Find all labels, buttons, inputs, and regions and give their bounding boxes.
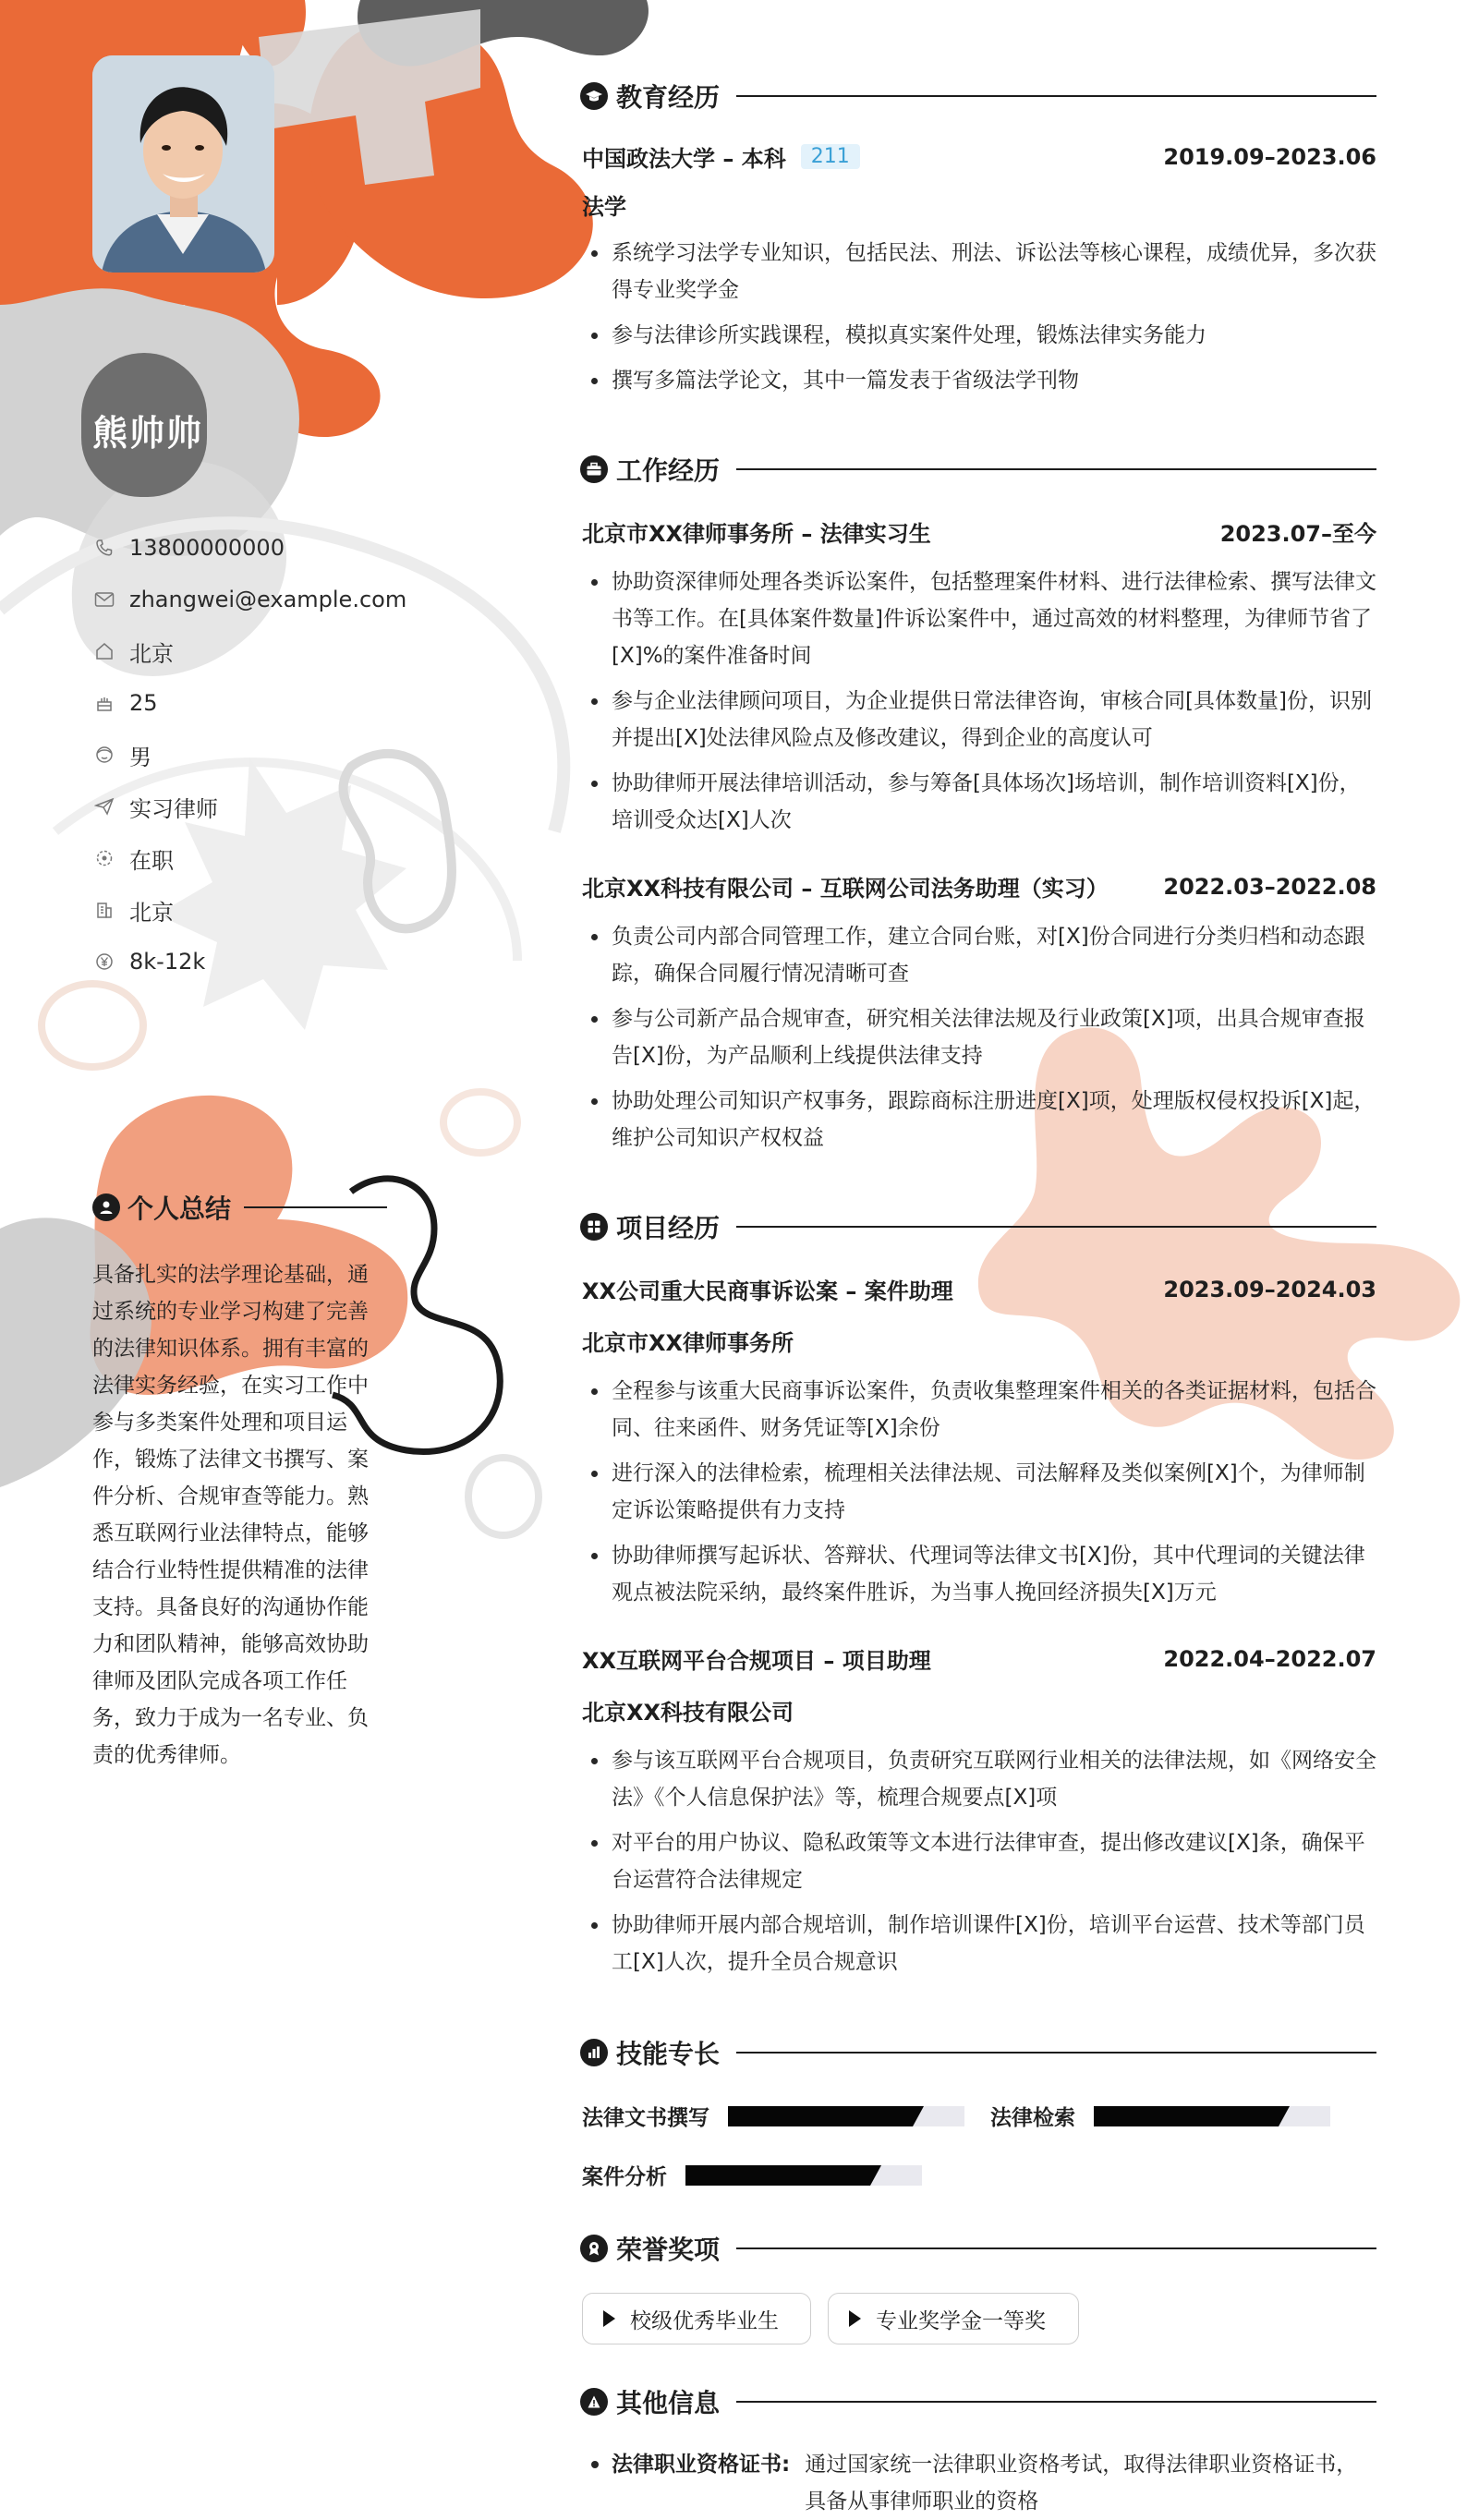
- other-key: 法律职业资格证书:: [612, 2453, 791, 2477]
- home-icon: [92, 639, 116, 663]
- skill-bar-fill: [728, 2106, 913, 2126]
- avatar: [92, 55, 274, 273]
- status-icon: [92, 846, 116, 870]
- section-title: 教育经历: [616, 82, 721, 113]
- section-divider: [244, 1206, 387, 1208]
- skill-name: 法律文书撰写: [582, 2106, 709, 2130]
- list-item: 协助律师开展法律培训活动，参与筹备[具体场次]场培训，制作培训资料[X]份，培训受众达[X]人次: [582, 765, 1376, 839]
- list-item: 参与公司新产品合规审查，研究相关法律法规及行业政策[X]项，出具合规审查报告[X]份，为产品顺利上线提供法律支持: [582, 1000, 1376, 1074]
- info-text: 北京: [129, 640, 174, 667]
- info-icon: [580, 2388, 608, 2416]
- skills-heading: [580, 2034, 1376, 2071]
- info-phone: [92, 522, 406, 574]
- project-bullets: [582, 1742, 1376, 1989]
- project-bullets: [582, 1373, 1376, 1619]
- play-icon: [603, 2310, 615, 2327]
- award-label: 校级优秀毕业生: [630, 2308, 779, 2333]
- school-name: 中国政法大学 – 本科: [582, 146, 786, 172]
- project-entry: [582, 1273, 1376, 1305]
- info-text: 25: [129, 690, 158, 716]
- section-divider: [736, 2247, 1376, 2249]
- section-title: 项目经历: [616, 1213, 721, 1243]
- section-title: 技能专长: [616, 2039, 721, 2069]
- skill-bar-notch: [870, 2165, 881, 2186]
- yuan-icon: [92, 950, 116, 974]
- bullet-dot: [591, 2461, 599, 2468]
- skill-bar: [1094, 2106, 1330, 2126]
- skill-name: 法律检索: [990, 2106, 1075, 2130]
- info-text: 13800000000: [129, 535, 285, 561]
- list-item: 参与该互联网平台合规项目，负责研究互联网行业相关的法律法规，如《网络安全法》《个人信息保护法》等，梳理合规要点[X]项: [582, 1742, 1376, 1816]
- education-major: 法学: [582, 194, 626, 220]
- awards-heading: [580, 2230, 1376, 2267]
- skill-name: 案件分析: [582, 2165, 667, 2189]
- grid-icon: [580, 1213, 608, 1241]
- award-label: 专业奖学金一等奖: [876, 2308, 1046, 2333]
- skill-bar-notch: [1279, 2106, 1290, 2126]
- project-entry: [582, 1642, 1376, 1675]
- other-value: 通过国家统一法律职业资格考试，取得法律职业资格证书，具备从事律师职业的资格: [805, 2453, 1358, 2514]
- info-text: 北京: [129, 899, 174, 926]
- job-entry: [582, 515, 1376, 548]
- contact-info-list: [92, 522, 406, 987]
- skill-bar-notch: [913, 2106, 924, 2126]
- summary-heading: [92, 1189, 387, 1226]
- list-item: 协助律师开展内部合规培训，制作培训课件[X]份，培训平台运营、技术等部门员工[X]人次，提升全员合规意识: [582, 1907, 1376, 1981]
- section-title: 工作经历: [616, 455, 721, 486]
- job-bullets: [582, 918, 1376, 1165]
- info-text: 在职: [129, 847, 174, 874]
- education-bullets: [582, 235, 1376, 407]
- job-date: 2023.07–至今: [1219, 521, 1376, 547]
- briefcase-icon: [580, 455, 608, 483]
- info-text: 8k-12k: [129, 949, 206, 975]
- list-item: 撰写多篇法学论文，其中一篇发表于省级法学刊物: [582, 362, 1376, 399]
- job-org: 北京XX科技有限公司 – 互联网公司法务助理（实习）: [582, 876, 1109, 902]
- project-date: 2023.09–2024.03: [1163, 1276, 1376, 1302]
- skill-bar: [685, 2165, 922, 2186]
- skill-item: [582, 2160, 922, 2190]
- section-title: 个人总结: [127, 1193, 232, 1224]
- phone-icon: [92, 536, 116, 560]
- project-org: 北京市XX律师事务所: [582, 1330, 794, 1356]
- play-icon: [849, 2310, 861, 2327]
- skill-bar-fill: [685, 2165, 870, 2186]
- job-org: 北京市XX律师事务所 – 法律实习生: [582, 521, 931, 547]
- section-divider: [736, 95, 1376, 97]
- info-status: [92, 832, 406, 884]
- list-item: 负责公司内部合同管理工作，建立合同台账，对[X]份合同进行分类归档和动态跟踪，确保合同履行情况清晰可查: [582, 918, 1376, 992]
- education-date: 2019.09–2023.06: [1163, 143, 1376, 170]
- chart-icon: [580, 2039, 608, 2066]
- section-divider: [736, 2052, 1376, 2054]
- list-item: 协助资深律师处理各类诉讼案件，包括整理案件材料、进行法律检索、撰写法律文书等工作。在[具体案件数量]件诉讼案件中，通过高效的材料整理，为律师节省了[X]%的案件准备时间: [582, 563, 1376, 674]
- education-entry: [582, 140, 1376, 173]
- section-divider: [736, 468, 1376, 470]
- work-heading: [580, 451, 1376, 488]
- info-email[interactable]: [92, 574, 406, 625]
- project-name: XX公司重大民商事诉讼案 – 案件助理: [582, 1278, 953, 1304]
- award-icon: [580, 2235, 608, 2262]
- award-chip: [582, 2293, 811, 2344]
- list-item: 协助处理公司知识产权事务，跟踪商标注册进度[X]项，处理版权侵权投诉[X]起，维护公司知识产权权益: [582, 1083, 1376, 1157]
- job-entry: [582, 870, 1376, 903]
- building-icon: [92, 898, 116, 922]
- info-text: 实习律师: [129, 795, 218, 822]
- list-item: 进行深入的法律检索，梳理相关法律法规、司法解释及类似案例[X]个，为律师制定诉讼策略提供有力支持: [582, 1455, 1376, 1529]
- list-item: 对平台的用户协议、隐私政策等文本进行法律审查，提出修改建议[X]条，确保平台运营符合法律规定: [582, 1824, 1376, 1898]
- info-salary: [92, 936, 406, 987]
- project-date: 2022.04–2022.07: [1163, 1645, 1376, 1672]
- mail-icon: [92, 588, 116, 612]
- job-bullets: [582, 563, 1376, 847]
- list-item: 全程参与该重大民商事诉讼案件，负责收集整理案件相关的各类证据材料，包括合同、往来函件、财务凭证等[X]余份: [582, 1373, 1376, 1447]
- graduation-cap-icon: [580, 82, 608, 110]
- section-title: 其他信息: [616, 2388, 721, 2418]
- user-icon: [92, 1193, 120, 1221]
- section-divider: [736, 1226, 1376, 1228]
- info-age: [92, 677, 406, 729]
- project-name: XX互联网平台合规项目 – 项目助理: [582, 1648, 931, 1674]
- skill-item: [582, 2101, 964, 2131]
- info-text[interactable]: zhangwei@example.com: [129, 587, 407, 612]
- projects-heading: [580, 1208, 1376, 1245]
- cake-icon: [92, 691, 116, 715]
- list-item: 系统学习法学专业知识，包括民法、刑法、诉讼法等核心课程，成绩优异，多次获得专业奖学金: [582, 235, 1376, 309]
- other-heading: [580, 2383, 1376, 2420]
- list-item: 协助律师撰写起诉状、答辩状、代理词等法律文书[X]份，其中代理词的关键法律观点被法院采纳，最终案件胜诉，为当事人挽回经济损失[X]万元: [582, 1537, 1376, 1611]
- list-item: 参与法律诊所实践课程，模拟真实案件处理，锻炼法律实务能力: [582, 317, 1376, 354]
- face-icon: [92, 743, 116, 767]
- info-text: 男: [129, 744, 152, 770]
- info-gender: [92, 729, 406, 781]
- info-city: [92, 625, 406, 677]
- other-item: [582, 2446, 1376, 2520]
- job-date: 2022.03–2022.08: [1163, 873, 1376, 900]
- section-divider: [736, 2401, 1376, 2403]
- project-org: 北京XX科技有限公司: [582, 1700, 794, 1726]
- school-tag: 211: [801, 144, 860, 169]
- education-heading: [580, 78, 1376, 115]
- candidate-name: 熊帅帅: [92, 413, 204, 454]
- info-position: [92, 781, 406, 832]
- skill-item: [990, 2101, 1330, 2131]
- list-item: 参与企业法律顾问项目，为企业提供日常法律咨询，审核合同[具体数量]份，识别并提出[X]处法律风险点及修改建议，得到企业的高度认可: [582, 683, 1376, 757]
- skill-bar: [728, 2106, 964, 2126]
- award-chip: [828, 2293, 1079, 2344]
- send-icon: [92, 794, 116, 818]
- section-title: 荣誉奖项: [616, 2235, 721, 2265]
- skill-bar-fill: [1094, 2106, 1279, 2126]
- info-target-city: [92, 884, 406, 936]
- summary-text: 具备扎实的法学理论基础，通过系统的专业学习构建了完善的法律知识体系。拥有丰富的法律实务经验，在实习工作中参与多类案件处理和项目运作，锻炼了法律文书撰写、案件分析、合规审查等能力。熟悉互联网行业法律特点，能够结合行业特性提供精准的法律支持。具备良好的沟通协作能力和团队精神，能够高效协助律师及团队完成各项工作任务，致力于成为一名专业、负责的优秀律师。: [92, 1263, 369, 1767]
